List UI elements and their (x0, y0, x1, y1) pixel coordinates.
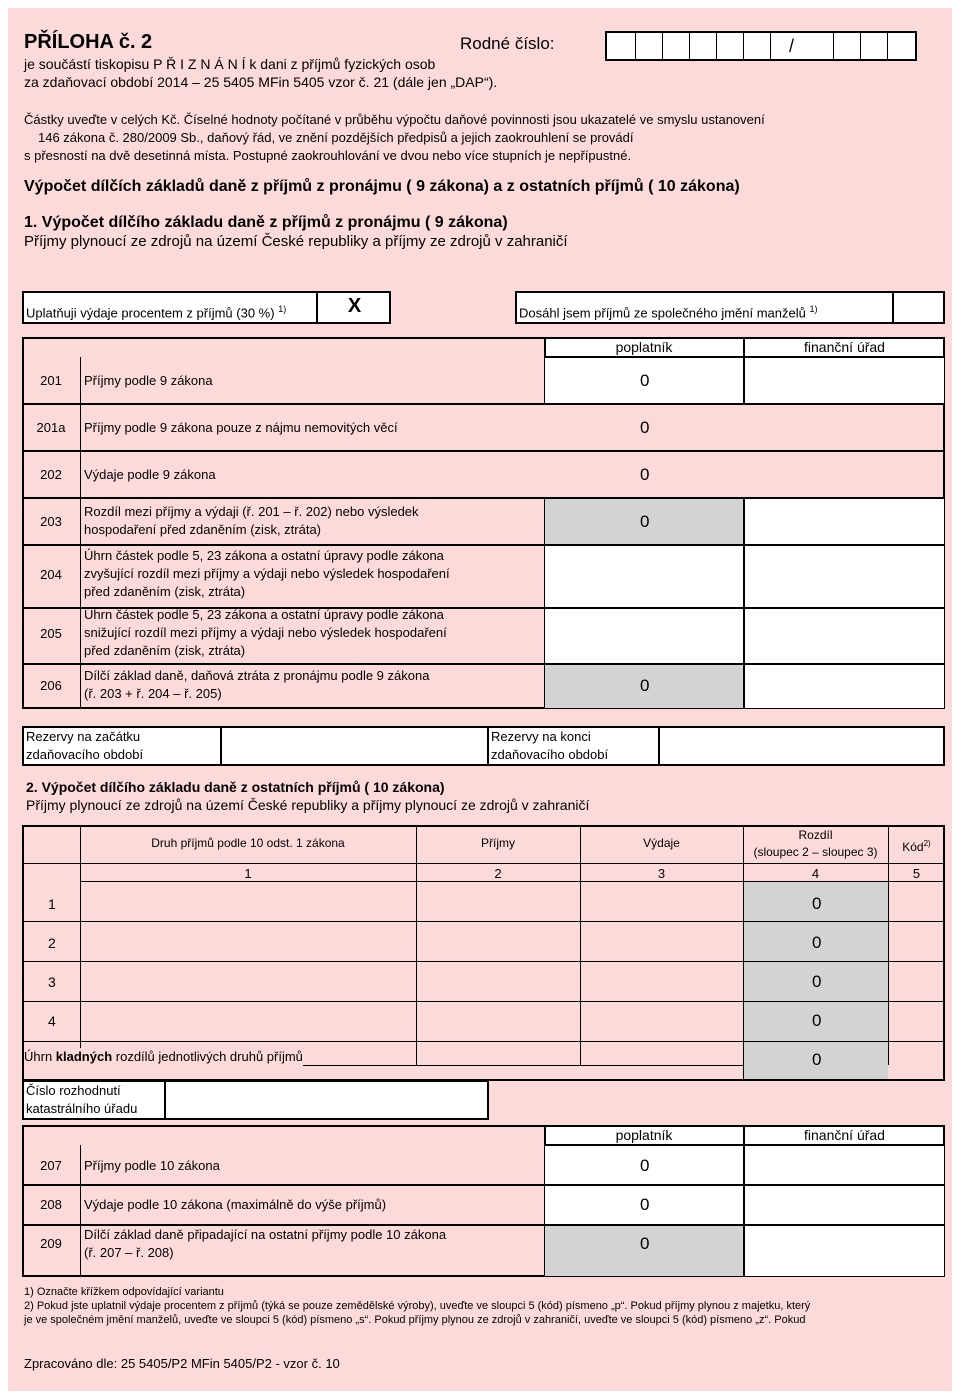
row-value-203: 0 (640, 512, 650, 531)
section1-subheading: Příjmy plynoucí ze zdrojů na území České republiky a příjmy ze zdrojů v zahraničí (24, 233, 568, 250)
col-num-3: 3 (657, 866, 666, 881)
line-no-207: 207 (40, 1158, 62, 1173)
col-income-header: Příjmy (481, 836, 515, 850)
reserves-end-label-1: Rezervy na konci (491, 729, 591, 744)
row2-value-4: 0 (812, 1011, 822, 1030)
line-value-209: 0 (640, 1234, 650, 1253)
line-label-209-2: (ř. 207 – ř. 208) (84, 1245, 174, 1260)
form-page (8, 8, 952, 1391)
row-label-203-line1: Rozdíl mezi příjmy a výdaji (ř. 201 – ř. 202) nebo výsledek (84, 504, 419, 519)
row-no-201: 201 (40, 373, 62, 388)
row-label-204-line1: Úhrn částek podle 5, 23 zákona a ostatní úpravy podle zákona (84, 548, 444, 563)
line-value-208: 0 (640, 1195, 650, 1214)
row-label-205-line2: snižující rozdíl mezi příjmy a výdaji nebo výsledek hospodaření (84, 625, 447, 640)
row2-no-3: 3 (48, 974, 56, 990)
col-diff-header-2: (sloupec 2 – sloupec 3) (753, 845, 878, 859)
row-no-203: 203 (40, 514, 62, 529)
percent-expenses-label: Uplatňuji výdaje procentem z příjmů (30 %) $^{1)}$ (26, 304, 287, 321)
header-line-2: za zdaňovací období 2014 – 25 5405 MFin 5405 vzor č. 21 (dále jen „DAP“). (24, 74, 498, 90)
row2-no-4: 4 (48, 1013, 56, 1029)
line-no-208: 208 (40, 1197, 62, 1212)
row2-no-2: 2 (48, 935, 56, 951)
col-num-1: 1 (244, 866, 252, 881)
col-diff-header-1: Rozdíl (798, 828, 833, 842)
section1-heading: 1. Výpočet dílčího základu daně z příjmů z pronájmu ( 9 zákona) (24, 214, 508, 231)
line-label-209-1: Dílčí základ daně připadající na ostatní příjmy podle 10 zákona (84, 1227, 447, 1242)
line-label-207: Příjmy podle 10 zákona (84, 1158, 220, 1173)
col-num-5: 5 (912, 866, 921, 881)
row-value-206: 0 (640, 676, 650, 695)
page-title: PŘÍLOHA č. 2 (24, 31, 153, 53)
reserves-start-input[interactable] (222, 728, 487, 764)
footnote-2-line-2: je ve společném jmění manželů, uveďte ve sloupci 5 (kód) písmeno „s“. Pokud příjmy plynou ze zdrojů v zahraničí, uveďte ve sloupci 5 (kód) písmeno „z“. Pokud (24, 1314, 806, 1326)
spouse-assets-checkbox[interactable] (894, 293, 943, 322)
row-label-205-line3: před zdaněním (zisk, ztráta) (84, 643, 246, 658)
spouse-assets-label: Dosáhl jsem příjmů ze společného jmění manželů $^{1)}$ (519, 304, 818, 321)
row2-no-1: 1 (48, 896, 56, 912)
cadastre-label-2: katastrálního úřadu (26, 1101, 138, 1116)
col-payer-header: poplatník (615, 339, 673, 355)
col-num-2: 2 (494, 866, 502, 881)
reserves-start-label-2: zdaňovacího období (26, 747, 144, 762)
row-label-206-line2: (ř. 203 + ř. 204 – ř. 205) (84, 686, 222, 701)
section2-subheading: Příjmy plynoucí ze zdrojů na území České republiky a příjmy plynoucí ze zdrojů v zahraničí (26, 797, 590, 813)
row2-value-3: 0 (812, 972, 822, 991)
row-value-201: 0 (640, 371, 650, 390)
row-label-205-line1: Úhrn částek podle 5, 23 zákona a ostatní úpravy podle zákona (84, 607, 444, 622)
col-office-header: finanční úřad (804, 339, 885, 355)
value-204[interactable] (544, 545, 744, 608)
row-label-203-line2: hospodaření před zdaněním (zisk, ztráta) (84, 522, 322, 537)
col-type-header: Druh příjmů podle 10 odst. 1 zákona (151, 836, 345, 850)
positive-sum-value: 0 (812, 1050, 822, 1069)
cadastre-label-1: Číslo rozhodnutí (26, 1083, 121, 1098)
row2-value-1: 0 (812, 894, 822, 913)
row-label-204-line3: před zdaněním (zisk, ztráta) (84, 584, 246, 599)
row-value-201a: 0 (640, 418, 650, 437)
footnote-2-line-1: 2) Pokud jste uplatnil výdaje procentem z příjmů (týká se pouze zemědělské výroby), uveďte ve sloupci 5 (kód) písmeno „p“. Pokud příjmy plynou z majetku, který (24, 1300, 811, 1312)
row-no-202: 202 (40, 467, 62, 482)
cadastre-input[interactable] (166, 1082, 487, 1118)
row2-value-2: 0 (812, 933, 822, 952)
col-num-4: 4 (811, 866, 820, 881)
line-label-208: Výdaje podle 10 zákona (maximálně do výše příjmů) (84, 1197, 387, 1212)
intro-paragraph-2: 146 zákona č. 280/2009 Sb., daňový řád, ve znění pozdějších předpisů a jejich zaokrouhlení se provádí (38, 130, 634, 145)
value-205[interactable] (544, 608, 744, 664)
birth-number-label: Rodné číslo: (460, 34, 555, 53)
percent-expenses-checkbox[interactable]: X (347, 295, 362, 317)
col-expense-header: Výdaje (643, 836, 680, 850)
col-code-header: Kód$^{2)}$ (902, 839, 931, 854)
row-label-206-line1: Dílčí základ daně, daňová ztráta z pronájmu podle 9 zákona (84, 668, 430, 683)
row-no-206: 206 (40, 678, 62, 693)
section2-heading: 2. Výpočet dílčího základu daně z ostatních příjmů ( 10 zákona) (26, 779, 445, 795)
birth-number-field[interactable] (605, 31, 917, 61)
row-value-202: 0 (640, 465, 650, 484)
col-office-header-2: finanční úřad (804, 1127, 885, 1143)
reserves-end-label-2: zdaňovacího období (491, 747, 609, 762)
reserves-end-input[interactable] (660, 728, 943, 764)
positive-sum-label: Úhrn kladných rozdílů jednotlivých druhů příjmů (24, 1049, 303, 1064)
footer-source: Zpracováno dle: 25 5405/P2 MFin 5405/P2 - vzor č. 10 (24, 1356, 340, 1371)
row-no-201a: 201a (36, 420, 66, 435)
line-value-207: 0 (640, 1156, 650, 1175)
row-label-201: Příjmy podle 9 zákona (84, 373, 213, 388)
main-heading: Výpočet dílčích základů daně z příjmů z pronájmu ( 9 zákona) a z ostatních příjmů ( 10 zákona) (24, 178, 740, 195)
row-label-204-line2: zvyšující rozdíl mezi příjmy a výdaji nebo výsledek hospodaření (84, 566, 450, 581)
header-line-1: je součástí tiskopisu P Ř I Z N Á N Í k dani z příjmů fyzických osob (24, 56, 436, 72)
birth-number-slash: / (789, 36, 795, 56)
row-no-204: 204 (40, 567, 62, 582)
row-label-201a: Příjmy podle 9 zákona pouze z nájmu nemovitých věcí (84, 420, 398, 435)
intro-paragraph-3: s přesností na dvě desetinná místa. Postupné zaokrouhlování ve dvou nebo více stupních je nepřípustné. (24, 148, 632, 163)
footnote-1: 1) Označte křížkem odpovídající variantu (24, 1286, 224, 1298)
row-label-202: Výdaje podle 9 zákona (84, 467, 216, 482)
intro-paragraph-1: Částky uveďte v celých Kč. Číselné hodnoty počítané v průběhu výpočtu daňové povinnosti jsou ukazatelé ve smyslu ustanovení (24, 112, 765, 127)
line-no-209: 209 (40, 1236, 62, 1251)
row-no-205: 205 (40, 626, 62, 641)
col-payer-header-2: poplatník (615, 1127, 673, 1143)
reserves-start-label-1: Rezervy na začátku (26, 729, 141, 744)
